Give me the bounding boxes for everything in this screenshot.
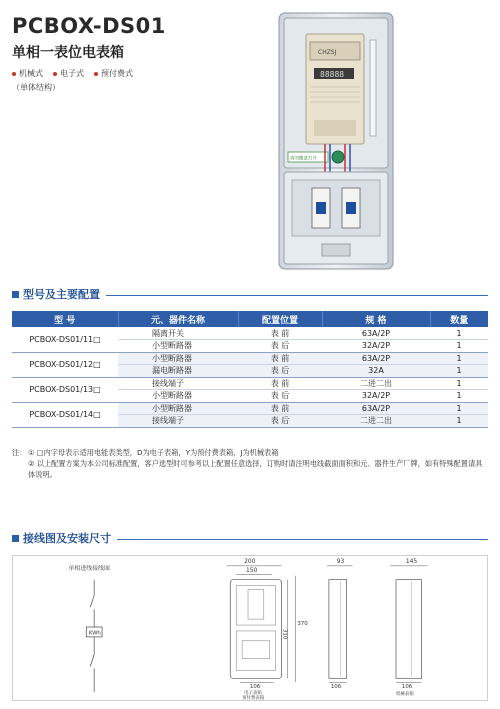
table-row xyxy=(12,327,488,340)
caption-electronic-box: 电子表箱 xyxy=(244,691,262,697)
feature-list xyxy=(12,68,133,79)
caption-mechanical-box: 机械表箱 xyxy=(395,692,414,698)
meter-label: KWh xyxy=(88,630,101,637)
component-cell: 小型断路器 xyxy=(118,402,238,415)
spec-cell: 32A/2P xyxy=(322,390,430,403)
qty-cell: 1 xyxy=(430,340,488,353)
product-title: PCBOX-DS01 xyxy=(12,14,166,38)
dim-width-outer: 200 xyxy=(244,558,256,565)
spec-cell: 二进二出 xyxy=(322,377,430,390)
qty-cell: 1 xyxy=(430,327,488,340)
section-header-wiring xyxy=(12,530,488,546)
section-title: 型号及主要配置 xyxy=(23,288,100,301)
qty-cell: 1 xyxy=(430,390,488,403)
qty-cell: 1 xyxy=(430,352,488,365)
note-item xyxy=(12,447,488,458)
spec-cell: 63A/2P xyxy=(322,327,430,340)
model-cell: PCBOX-DS01/11□ xyxy=(12,327,118,352)
note-text: ② 以上配置方案为本公司标准配置，客户选型时可参考以上配置任意选择，订购时请注明电线截面面积和元、器件生产厂牌，如有特殊配置请具体说明。 xyxy=(28,459,483,479)
wiring-dimension-diagram xyxy=(12,555,488,701)
section-rule xyxy=(106,295,488,296)
qty-cell: 1 xyxy=(430,377,488,390)
spec-cell: 32A/2P xyxy=(322,340,430,353)
position-cell: 表 后 xyxy=(238,365,322,378)
bullet-icon xyxy=(53,72,57,76)
spec-cell: 63A/2P xyxy=(322,402,430,415)
position-cell: 表 前 xyxy=(238,377,322,390)
column-header: 型 号 xyxy=(12,311,118,327)
model-cell: PCBOX-DS01/14□ xyxy=(12,402,118,427)
wiring-title: 单相进线接线图 xyxy=(68,565,110,572)
feature-item: 电子式 xyxy=(53,68,84,79)
spec-cell: 二进二出 xyxy=(322,415,430,428)
product-subtitle: 单相一表位电表箱 xyxy=(12,45,124,61)
table-row xyxy=(12,352,488,365)
note-item xyxy=(12,458,488,480)
component-cell: 小型断路器 xyxy=(118,340,238,353)
dim-side1-depth: 93 xyxy=(336,558,345,565)
position-cell: 表 后 xyxy=(238,340,322,353)
model-cell: PCBOX-DS01/12□ xyxy=(12,352,118,377)
bullet-icon xyxy=(12,72,16,76)
column-header: 数量 xyxy=(430,311,488,327)
product-image xyxy=(278,12,394,270)
dim-side2-depth: 145 xyxy=(405,558,418,565)
column-header: 规 格 xyxy=(322,311,430,327)
section-marker-icon xyxy=(12,535,19,542)
qty-cell: 1 xyxy=(430,402,488,415)
component-cell: 隔离开关 xyxy=(118,327,238,340)
position-cell: 表 前 xyxy=(238,327,322,340)
component-cell: 漏电断路器 xyxy=(118,365,238,378)
position-cell: 表 前 xyxy=(238,402,322,415)
component-cell: 小型断路器 xyxy=(118,352,238,365)
section-rule xyxy=(117,539,488,540)
position-cell: 表 后 xyxy=(238,415,322,428)
position-cell: 表 前 xyxy=(238,352,322,365)
meter-display: 88888 xyxy=(320,70,345,79)
column-header: 配置位置 xyxy=(238,311,322,327)
section-header-config xyxy=(12,286,488,302)
spec-cell: 32A xyxy=(322,365,430,378)
notes-lead: 注： xyxy=(12,448,27,457)
component-cell: 小型断路器 xyxy=(118,390,238,403)
structure-note: （单体结构） xyxy=(12,83,60,92)
spec-cell: 63A/2P xyxy=(322,352,430,365)
component-cell: 接线端子 xyxy=(118,377,238,390)
seal-sticker-label: 请勿随意打开 xyxy=(290,156,317,162)
dim-height-outer: 370 xyxy=(297,621,308,628)
qty-cell: 1 xyxy=(430,415,488,428)
table-row xyxy=(12,377,488,390)
feature-item: 机械式 xyxy=(12,68,43,79)
notes-block xyxy=(12,447,488,480)
meter-brand: CHZSJ xyxy=(318,49,337,56)
position-cell: 表 后 xyxy=(238,390,322,403)
qty-cell: 1 xyxy=(430,365,488,378)
model-cell: PCBOX-DS01/13□ xyxy=(12,377,118,402)
bullet-icon xyxy=(94,72,98,76)
table-row xyxy=(12,402,488,415)
section-marker-icon xyxy=(12,291,19,298)
caption-prepaid-box: 预付费表箱 xyxy=(242,696,265,700)
table-header-row xyxy=(12,311,488,327)
dim-height-inner: 310 xyxy=(281,628,288,640)
dim-width-inner: 150 xyxy=(246,567,258,574)
config-table xyxy=(12,311,488,428)
note-text: ① □内字母表示适用电能表类型，D为电子表箱，Y为预付费表箱，J为机械表箱 xyxy=(28,448,279,457)
dim-side1-bottom: 106 xyxy=(330,684,342,691)
section-title: 接线图及安装尺寸 xyxy=(23,532,111,545)
component-cell: 接线端子 xyxy=(118,415,238,428)
column-header: 元、器件名称 xyxy=(118,311,238,327)
feature-item: 预付费式 xyxy=(94,68,133,79)
dim-front-bottom: 106 xyxy=(250,684,261,691)
dim-side2-bottom: 106 xyxy=(401,684,413,691)
